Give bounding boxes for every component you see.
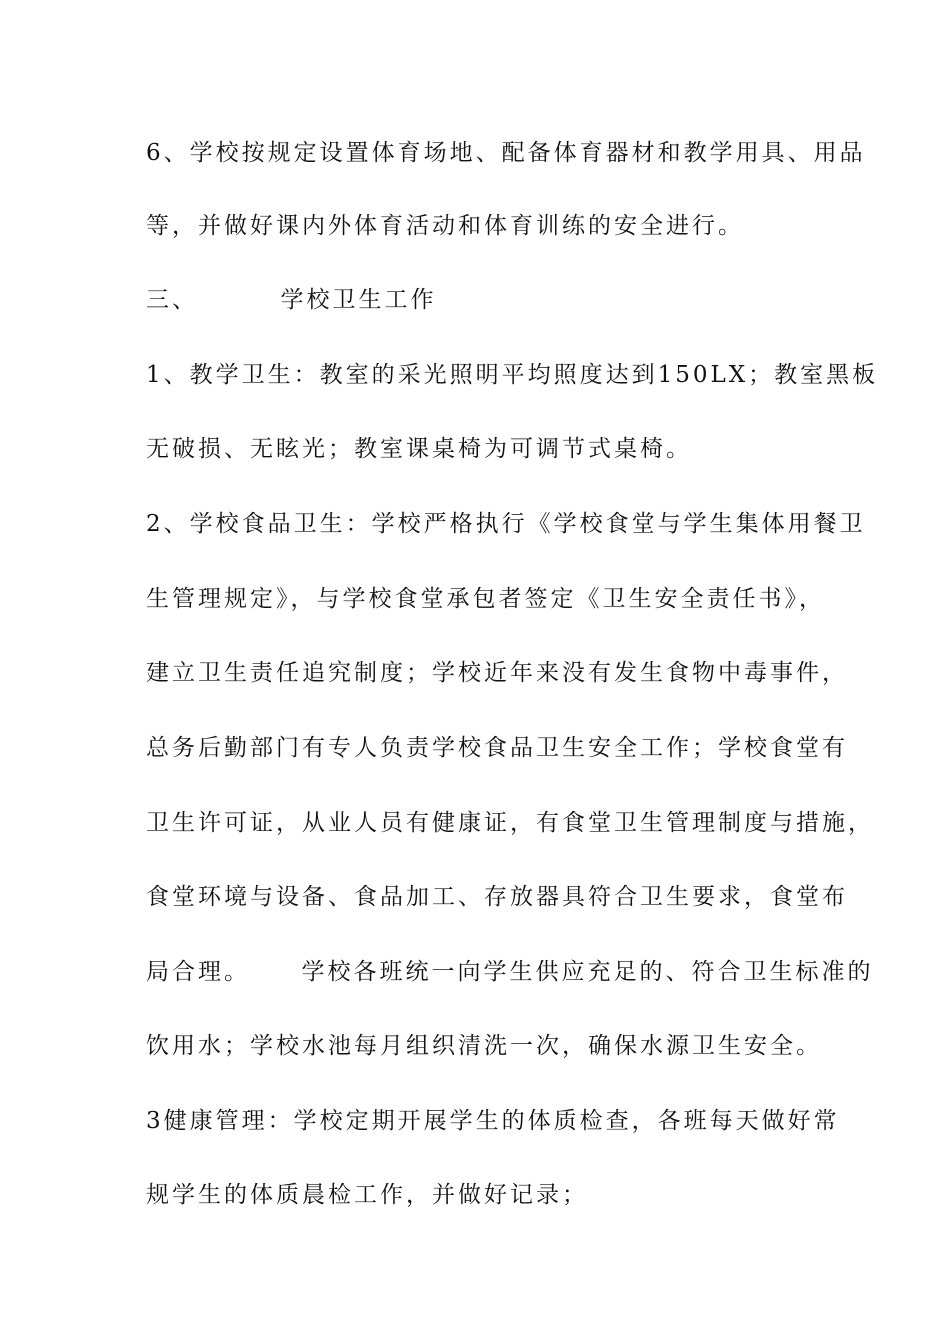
text-line-item-3-health-management: 3健康管理：学校定期开展学生的体质检查，各班每天做好常 <box>146 1108 840 1134</box>
text-line-item-2-line-4: 总务后勤部门有专人负责学校食品卫生安全工作；学校食堂有 <box>146 735 848 761</box>
text-line-item-2-line-2: 生管理规定》，与学校食堂承包者签定《卫生安全责任书》， <box>146 586 825 612</box>
text-line-item-2-line-7: 局合理。 学校各班统一向学生供应充足的、符合卫生标准的 <box>146 959 874 985</box>
text-line-item-2-line-3: 建立卫生责任追究制度；学校近年来没有发生食物中毒事件， <box>146 660 848 686</box>
text-line-item-1-teaching-hygiene: 1、教学卫生：教室的采光照明平均照度达到150LX；教室黑板 <box>146 362 879 388</box>
text-line-item-2-line-6: 食堂环境与设备、食品加工、存放器具符合卫生要求，食堂布 <box>146 884 848 910</box>
text-line-item-2-line-5: 卫生许可证，从业人员有健康证，有食堂卫生管理制度与措施， <box>146 810 874 836</box>
text-line-item-2-food-hygiene: 2、学校食品卫生：学校严格执行《学校食堂与学生集体用餐卫 <box>146 511 866 537</box>
text-line-item-6-sports-facilities: 6、学校按规定设置体育场地、配备体育器材和教学用具、用品 <box>146 140 866 166</box>
text-line-item-6-continued: 等，并做好课内外体育活动和体育训练的安全进行。 <box>146 213 744 239</box>
text-line-item-2-line-8: 饮用水；学校水池每月组织清洗一次，确保水源卫生安全。 <box>146 1033 822 1059</box>
text-line-item-3-continued: 规学生的体质晨检工作，并做好记录； <box>146 1182 588 1208</box>
section-heading-school-hygiene: 三、 学校卫生工作 <box>146 287 437 313</box>
text-line-item-1-continued: 无破损、无眩光；教室课桌椅为可调节式桌椅。 <box>146 436 692 462</box>
